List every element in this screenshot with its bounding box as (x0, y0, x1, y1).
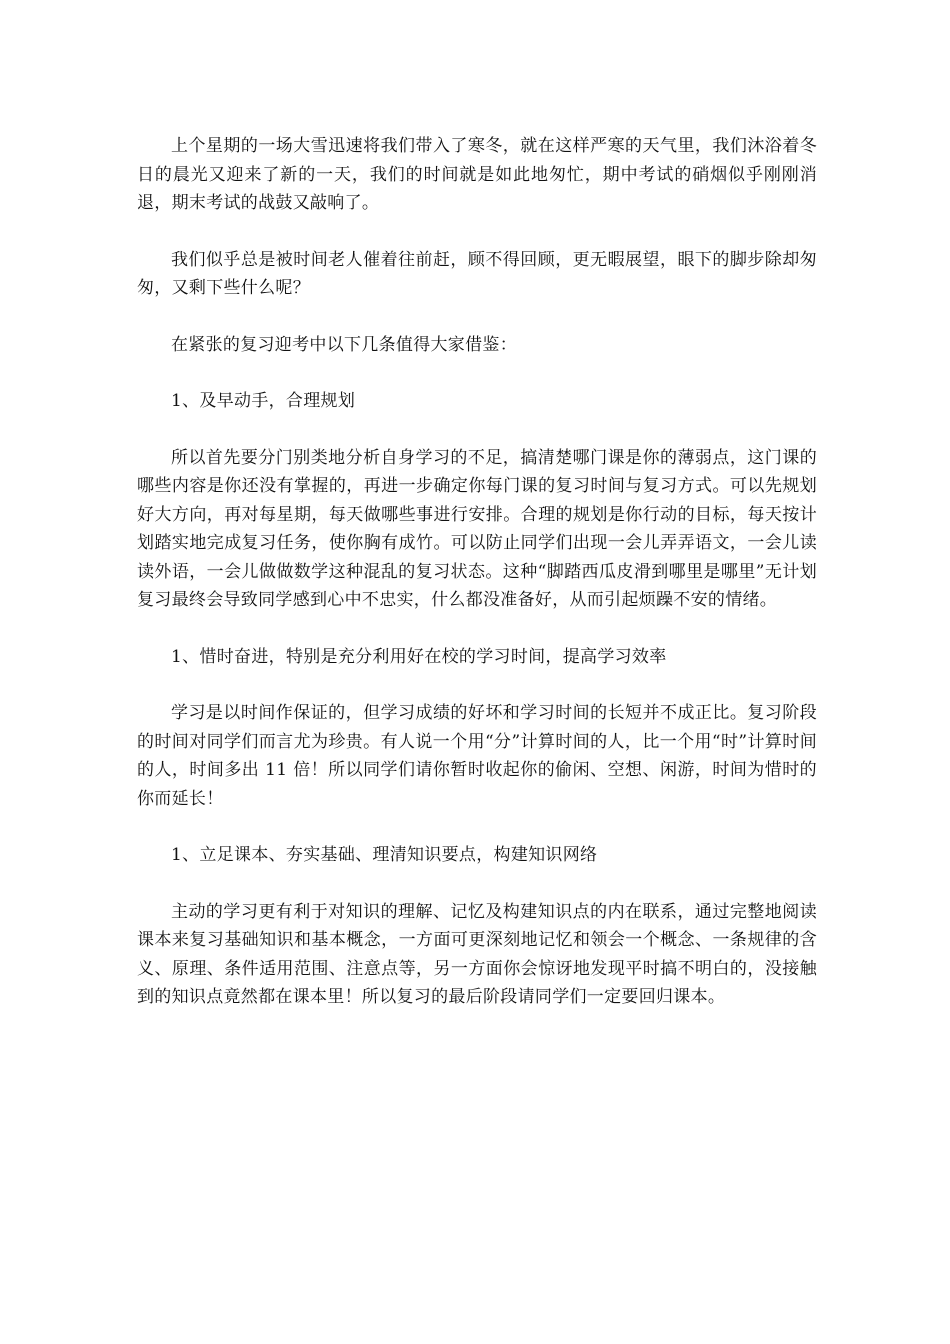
paragraph-lead-in: 在紧张的复习迎考中以下几条值得大家借鉴： (171, 334, 517, 355)
paragraph-plan: 所以首先要分门别类地分析自身学习的不足，搞清楚哪门课是你的薄弱点，这门课的哪些内容是你还没有掌握的，再进一步确定你每门课的复习时间与复习方式。可以先规划好大方向，再对每星期，每天做哪些事进行安排。合理的规划是你行动的目标，每天按计划踏实地完成复习任务，使你胸有成竹。可以防止同学们出现一会儿弄弄语文，一会儿读读外语，一会儿做做数学这种混乱的复习状态。这种“脚踏西瓜皮滑到哪里是哪里”无计划复习最终会导致同学感到心中不忠实，什么都没准备好，从而引起烦躁不安的情绪。 (137, 447, 817, 610)
paragraph-time: 学习是以时间作保证的，但学习成绩的好坏和学习时间的长短并不成正比。复习阶段的时间对同学们而言尤为珍贵。有人说一个用“分”计算时间的人，比一个用“时”计算时间的人，时间多出 11 倍！所以同学们请你暂时收起你的偷闲、空想、闲游，时间为惜时的你而延长！ (137, 703, 817, 809)
document-body (137, 132, 817, 1040)
section-heading-time: 1、惜时奋进，特别是充分利用好在校的学习时间，提高学习效率 (171, 646, 667, 667)
paragraph-reflection: 我们似乎总是被时间老人催着往前赶，顾不得回顾，更无暇展望，眼下的脚步除却匆匆，又剩下些什么呢？ (137, 249, 817, 298)
section-heading-plan: 1、及早动手，合理规划 (171, 391, 356, 411)
paragraph-intro: 上个星期的一场大雪迅速将我们带入了寒冬，就在这样严寒的天气里，我们沐浴着冬日的晨光又迎来了新的一天，我们的时间就是如此地匆忙，期中考试的硝烟似乎刚刚消退，期末考试的战鼓又敲响了。 (137, 136, 817, 213)
paragraph-textbook: 主动的学习更有利于对知识的理解、记忆及构建知识点的内在联系，通过完整地阅读课本来复习基础知识和基本概念，一方面可更深刻地记忆和领会一个概念、一条规律的含义、原理、条件适用范围、注意点等，另一方面你会惊讶地发现平时搞不明白的，没接触到的知识点竟然都在课本里！所以复习的最后阶段请同学们一定要回归课本。 (137, 901, 817, 1007)
section-heading-textbook: 1、立足课本、夯实基础、理清知识要点，构建知识网络 (171, 845, 598, 865)
